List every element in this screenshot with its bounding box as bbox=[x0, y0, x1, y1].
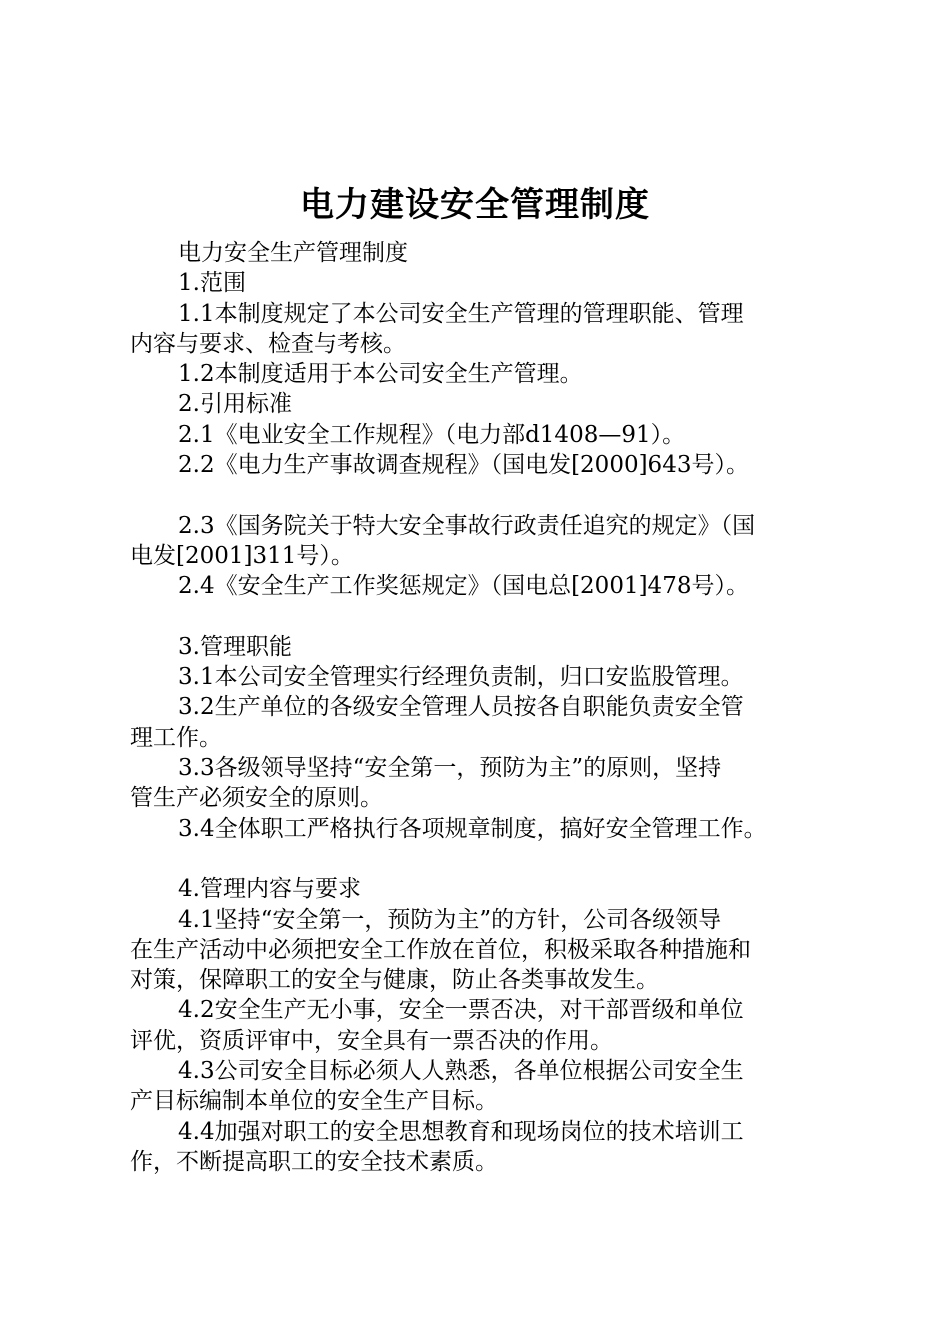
blank-line bbox=[130, 480, 840, 510]
paragraph-line: 4.2安全生产无小事，安全一票否决，对干部晋级和单位 bbox=[178, 997, 744, 1024]
paragraph-line: 管生产必须安全的原则。 bbox=[130, 785, 383, 812]
subtitle-line: 电力安全生产管理制度 bbox=[178, 240, 408, 266]
paragraph-line: 电发[2001]311号）。 bbox=[130, 542, 354, 569]
paragraph-line: 作，不断提高职工的安全技术素质。 bbox=[130, 1148, 498, 1175]
section-heading-4: 4.管理内容与要求 bbox=[178, 876, 361, 903]
paragraph-line: 内容与要求、检查与考核。 bbox=[130, 330, 406, 357]
paragraph-line: 3.2生产单位的各级安全管理人员按各自职能负责安全管 bbox=[178, 694, 744, 721]
blank-line bbox=[130, 844, 840, 874]
paragraph-line: 2.3《国务院关于特大安全事故行政责任追究的规定》（国 bbox=[178, 512, 756, 539]
paragraph-line: 1.2本制度适用于本公司安全生产管理。 bbox=[178, 361, 583, 388]
document-title: 电力建设安全管理制度 bbox=[300, 185, 650, 225]
paragraph-line: 3.3各级领导坚持“安全第一，预防为主”的原则，坚持 bbox=[178, 755, 722, 782]
document-body bbox=[130, 238, 840, 1177]
section-heading-2: 2.引用标准 bbox=[178, 391, 292, 418]
paragraph-line: 2.2《电力生产事故调查规程》（国电发[2000]643号）。 bbox=[178, 452, 749, 479]
section-heading-1: 1.范围 bbox=[178, 270, 246, 297]
paragraph-line: 2.1《电业安全工作规程》（电力部d1408—91）。 bbox=[178, 421, 686, 448]
paragraph-line: 理工作。 bbox=[130, 724, 222, 751]
paragraph-line: 1.1本制度规定了本公司安全生产管理的管理职能、管理 bbox=[178, 300, 744, 327]
paragraph-line: 2.4《安全生产工作奖惩规定》（国电总[2001]478号）。 bbox=[178, 573, 749, 600]
paragraph-line: 3.1本公司安全管理实行经理负责制，归口安监股管理。 bbox=[178, 664, 744, 691]
blank-line bbox=[130, 602, 840, 632]
paragraph-line: 对策，保障职工的安全与健康，防止各类事故发生。 bbox=[130, 967, 659, 994]
paragraph-line: 评优，资质评审中，安全具有一票否决的作用。 bbox=[130, 1027, 613, 1054]
paragraph-line: 3.4全体职工严格执行各项规章制度，搞好安全管理工作。 bbox=[178, 815, 767, 842]
paragraph-line: 4.1坚持“安全第一，预防为主”的方针，公司各级领导 bbox=[178, 906, 722, 933]
section-heading-3: 3.管理职能 bbox=[178, 633, 292, 660]
paragraph-line: 4.3公司安全目标必须人人熟悉，各单位根据公司安全生 bbox=[178, 1058, 744, 1085]
paragraph-line: 4.4加强对职工的安全思想教育和现场岗位的技术培训工 bbox=[178, 1118, 744, 1145]
paragraph-line: 在生产活动中必须把安全工作放在首位，积极采取各种措施和 bbox=[130, 936, 751, 963]
paragraph-line: 产目标编制本单位的安全生产目标。 bbox=[130, 1088, 498, 1115]
